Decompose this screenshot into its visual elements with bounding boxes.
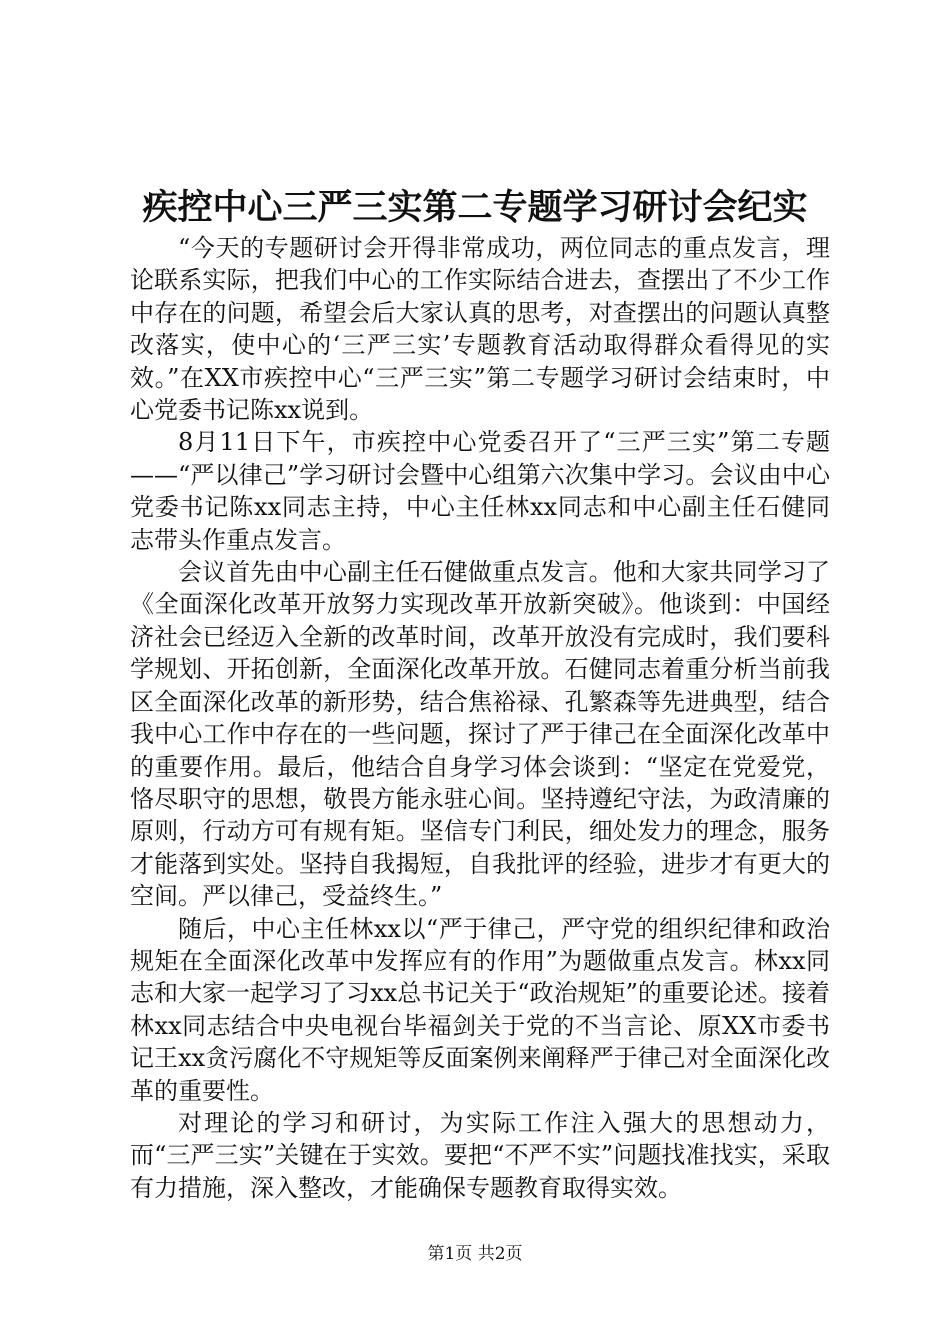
document-body — [130, 232, 830, 1204]
document-title: 疾控中心三严三实第二专题学习研讨会纪实 — [142, 187, 808, 228]
page-footer: 第1页 共2页 — [427, 1244, 523, 1264]
paragraph: 8月11日下午，市疾控中心党委召开了“三严三实”第二专题——“严以律己”学习研讨会暨中心组第六次集中学习。会议由中心党委书记陈xx同志主持，中心主任林xx同志和中心副主任石健同志带头作重点发言。 — [130, 428, 830, 554]
paragraph: 对理论的学习和研讨，为实际工作注入强大的思想动力，而“三严三实”关键在于实效。要把“不严不实”问题找准找实，采取有力措施，深入整改，才能确保专题教育取得实效。 — [130, 1108, 830, 1202]
paragraph: 随后，中心主任林xx以“严于律己，严守党的组织纪律和政治规矩在全面深化改革中发挥应有的作用”为题做重点发言。林xx同志和大家一起学习了习xx总书记关于“政治规矩”的重要论述。接着林xx同志结合中央电视台毕福剑关于党的不当言论、原XX市委书记王xx贪污腐化不守规矩等反面案例来阐释严于律己对全面深化改革的重要性。 — [130, 914, 830, 1105]
paragraph: 会议首先由中心副主任石健做重点发言。他和大家共同学习了《全面深化改革开放努力实现改革开放新突破》。他谈到：中国经济社会已经迈入全新的改革时间，改革开放没有完成时，我们要科学规划、开拓创新，全面深化改革开放。石健同志着重分析当前我区全面深化改革的新形势，结合焦裕禄、孔繁森等先进典型，结合我中心工作中存在的一些问题，探讨了严于律己在全面深化改革中的重要作用。最后，他结合自身学习体会谈到：“坚定在党爱党，恪尽职守的思想，敬畏方能永驻心间。坚持遵纪守法，为政清廉的原则，行动方可有规有矩。坚信专门利民，细处发力的理念，服务才能落到实处。坚持自我揭短，自我批评的经验，进步才有更大的空间。严以律己，受益终生。” — [130, 558, 830, 911]
paragraph: “今天的专题研讨会开得非常成功，两位同志的重点发言，理论联系实际，把我们中心的工作实际结合进去，查摆出了不少工作中存在的问题，希望会后大家认真的思考，对查摆出的问题认真整改落实，使中心的‘三严三实’专题教育活动取得群众看得见的实效。”在XX市疾控中心“三严三实”第二专题学习研讨会结束时，中心党委书记陈xx说到。 — [130, 234, 830, 425]
